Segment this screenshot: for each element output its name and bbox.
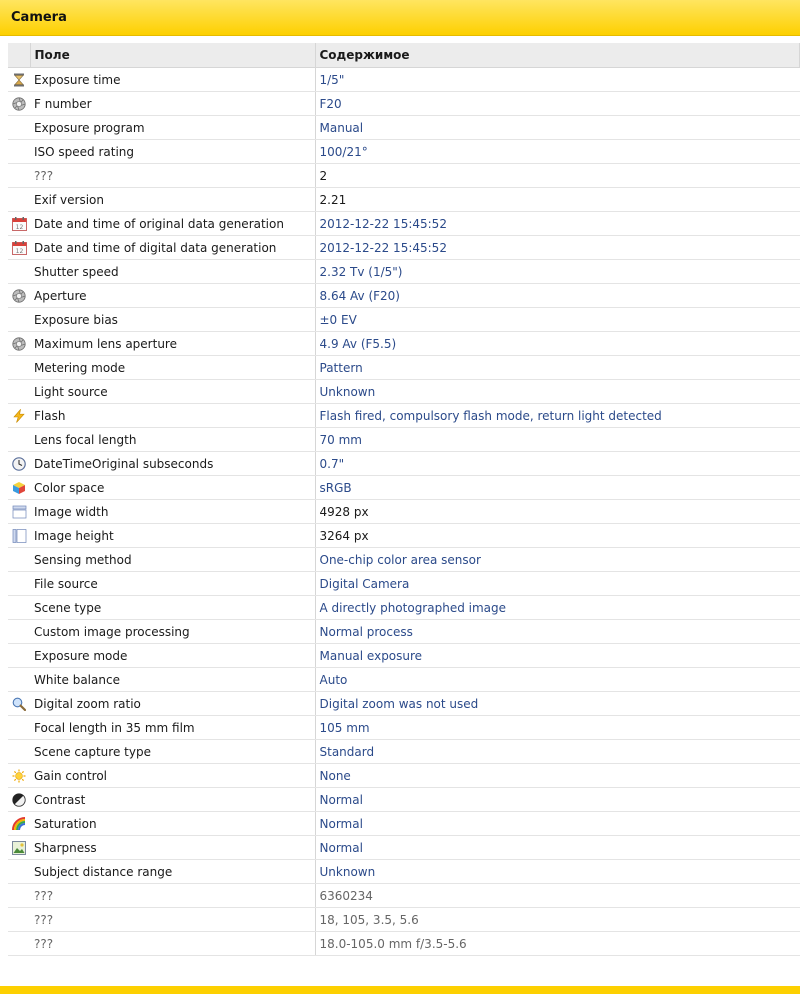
field-value: 105 mm — [315, 716, 800, 740]
field-name: Image height — [30, 524, 315, 548]
image-height-icon — [12, 529, 26, 543]
rainbow-icon — [12, 817, 26, 831]
field-name: File source — [30, 572, 315, 596]
field-value: Digital Camera — [315, 572, 800, 596]
field-name: ??? — [30, 164, 315, 188]
exif-table — [8, 43, 800, 956]
field-value: Flash fired, compulsory flash mode, return light detected — [315, 404, 800, 428]
field-value: Unknown — [315, 380, 800, 404]
svg-text:12: 12 — [15, 223, 24, 231]
field-name: Metering mode — [30, 356, 315, 380]
row-icon-cell — [8, 284, 30, 308]
exif-table-container — [0, 36, 800, 956]
row-icon-cell — [8, 668, 30, 692]
field-value: 2.21 — [315, 188, 800, 212]
table-header-row — [8, 43, 800, 68]
calendar-icon — [12, 241, 26, 255]
aperture-icon — [12, 337, 26, 351]
field-name: Custom image processing — [30, 620, 315, 644]
table-row[interactable] — [8, 380, 800, 404]
field-name: Sensing method — [30, 548, 315, 572]
table-row[interactable] — [8, 884, 800, 908]
row-icon-cell — [8, 836, 30, 860]
field-name: Gain control — [30, 764, 315, 788]
row-icon-cell — [8, 572, 30, 596]
field-name: Color space — [30, 476, 315, 500]
field-value: Standard — [315, 740, 800, 764]
field-name: Digital zoom ratio — [30, 692, 315, 716]
field-value: 18.0-105.0 mm f/3.5-5.6 — [315, 932, 800, 956]
field-name: Date and time of digital data generation — [30, 236, 315, 260]
table-row[interactable] — [8, 476, 800, 500]
field-name: DateTimeOriginal subseconds — [30, 452, 315, 476]
row-icon-cell — [8, 596, 30, 620]
field-value: Unknown — [315, 860, 800, 884]
field-value: Normal process — [315, 620, 800, 644]
table-row[interactable] — [8, 812, 800, 836]
field-name: Contrast — [30, 788, 315, 812]
field-value: 70 mm — [315, 428, 800, 452]
field-value: F20 — [315, 92, 800, 116]
field-name: Light source — [30, 380, 315, 404]
sun-icon — [12, 769, 26, 783]
row-icon-cell — [8, 116, 30, 140]
field-name: Exif version — [30, 188, 315, 212]
table-row[interactable] — [8, 668, 800, 692]
row-icon-cell — [8, 308, 30, 332]
row-icon-cell — [8, 164, 30, 188]
clock-icon — [12, 457, 26, 471]
row-icon-cell — [8, 356, 30, 380]
row-icon-cell — [8, 884, 30, 908]
table-row[interactable] — [8, 92, 800, 116]
field-value: None — [315, 764, 800, 788]
icon-column-header — [8, 43, 30, 68]
table-row[interactable] — [8, 452, 800, 476]
row-icon-cell — [8, 68, 30, 92]
row-icon-cell — [8, 140, 30, 164]
field-value: Digital zoom was not used — [315, 692, 800, 716]
row-icon-cell — [8, 908, 30, 932]
row-icon-cell — [8, 428, 30, 452]
row-icon-cell — [8, 332, 30, 356]
table-row[interactable] — [8, 644, 800, 668]
row-icon-cell — [8, 452, 30, 476]
zoom-icon — [12, 697, 26, 711]
table-row[interactable] — [8, 428, 800, 452]
row-icon-cell — [8, 524, 30, 548]
field-name: Scene capture type — [30, 740, 315, 764]
row-icon-cell — [8, 260, 30, 284]
row-icon-cell — [8, 548, 30, 572]
field-name: Aperture — [30, 284, 315, 308]
field-value: 18, 105, 3.5, 5.6 — [315, 908, 800, 932]
field-value: One-chip color area sensor — [315, 548, 800, 572]
section-title: Camera — [11, 10, 67, 25]
row-icon-cell — [8, 188, 30, 212]
sharpness-icon — [12, 841, 26, 855]
svg-text:12: 12 — [15, 247, 24, 255]
table-row[interactable] — [8, 236, 800, 260]
table-row[interactable] — [8, 788, 800, 812]
table-row[interactable] — [8, 596, 800, 620]
table-row[interactable] — [8, 116, 800, 140]
field-name: Subject distance range — [30, 860, 315, 884]
field-name: Exposure bias — [30, 308, 315, 332]
field-value: Manual — [315, 116, 800, 140]
hourglass-icon — [12, 73, 26, 87]
field-name: White balance — [30, 668, 315, 692]
row-icon-cell — [8, 212, 30, 236]
field-value: 8.64 Av (F20) — [315, 284, 800, 308]
field-name: Maximum lens aperture — [30, 332, 315, 356]
table-row[interactable] — [8, 284, 800, 308]
field-name: ISO speed rating — [30, 140, 315, 164]
field-name: Saturation — [30, 812, 315, 836]
field-value: 4.9 Av (F5.5) — [315, 332, 800, 356]
table-row[interactable] — [8, 548, 800, 572]
field-name: Focal length in 35 mm film — [30, 716, 315, 740]
table-row[interactable] — [8, 164, 800, 188]
field-value: ±0 EV — [315, 308, 800, 332]
field-value: 6360234 — [315, 884, 800, 908]
row-icon-cell — [8, 500, 30, 524]
table-row[interactable] — [8, 500, 800, 524]
table-row[interactable] — [8, 620, 800, 644]
row-icon-cell — [8, 644, 30, 668]
field-name: ??? — [30, 884, 315, 908]
field-name: Shutter speed — [30, 260, 315, 284]
table-row[interactable] — [8, 524, 800, 548]
table-row[interactable] — [8, 860, 800, 884]
table-row[interactable] — [8, 308, 800, 332]
field-column-header[interactable]: Поле — [30, 43, 315, 68]
value-column-header[interactable]: Содержимое — [315, 43, 800, 68]
row-icon-cell — [8, 740, 30, 764]
row-icon-cell — [8, 476, 30, 500]
color-cube-icon — [12, 481, 26, 495]
field-name: Lens focal length — [30, 428, 315, 452]
table-row[interactable] — [8, 140, 800, 164]
aperture-icon — [12, 289, 26, 303]
calendar-icon — [12, 217, 26, 231]
field-value: 0.7" — [315, 452, 800, 476]
field-name: Date and time of original data generation — [30, 212, 315, 236]
table-row[interactable] — [8, 692, 800, 716]
field-value: Manual exposure — [315, 644, 800, 668]
field-value: sRGB — [315, 476, 800, 500]
field-name: Image width — [30, 500, 315, 524]
field-value: 1/5" — [315, 68, 800, 92]
row-icon-cell — [8, 860, 30, 884]
table-row[interactable] — [8, 572, 800, 596]
field-value: 2012-12-22 15:45:52 — [315, 236, 800, 260]
field-value: 2 — [315, 164, 800, 188]
field-name: ??? — [30, 932, 315, 956]
field-name: Flash — [30, 404, 315, 428]
field-value: 2.32 Tv (1/5") — [315, 260, 800, 284]
field-name: Exposure mode — [30, 644, 315, 668]
row-icon-cell — [8, 788, 30, 812]
field-value: Normal — [315, 812, 800, 836]
field-value: Pattern — [315, 356, 800, 380]
field-name: Exposure program — [30, 116, 315, 140]
table-row[interactable] — [8, 908, 800, 932]
image-width-icon — [12, 505, 26, 519]
table-row[interactable] — [8, 932, 800, 956]
field-value: 2012-12-22 15:45:52 — [315, 212, 800, 236]
row-icon-cell — [8, 620, 30, 644]
row-icon-cell — [8, 812, 30, 836]
table-row[interactable] — [8, 260, 800, 284]
table-row[interactable] — [8, 716, 800, 740]
field-name: Sharpness — [30, 836, 315, 860]
field-name: Exposure time — [30, 68, 315, 92]
table-row[interactable] — [8, 188, 800, 212]
section-header[interactable] — [0, 0, 800, 36]
field-name: ??? — [30, 908, 315, 932]
row-icon-cell — [8, 92, 30, 116]
row-icon-cell — [8, 236, 30, 260]
row-icon-cell — [8, 764, 30, 788]
field-value: A directly photographed image — [315, 596, 800, 620]
footer-bar — [0, 986, 800, 994]
table-row[interactable] — [8, 332, 800, 356]
field-value: Auto — [315, 668, 800, 692]
field-value: 100/21° — [315, 140, 800, 164]
table-row[interactable] — [8, 740, 800, 764]
field-value: 3264 px — [315, 524, 800, 548]
row-icon-cell — [8, 716, 30, 740]
field-name: Scene type — [30, 596, 315, 620]
aperture-icon — [12, 97, 26, 111]
flash-icon — [12, 409, 26, 423]
table-row[interactable] — [8, 836, 800, 860]
table-row[interactable] — [8, 356, 800, 380]
table-row[interactable] — [8, 764, 800, 788]
row-icon-cell — [8, 404, 30, 428]
contrast-icon — [12, 793, 26, 807]
field-name: F number — [30, 92, 315, 116]
field-value: Normal — [315, 836, 800, 860]
row-icon-cell — [8, 380, 30, 404]
row-icon-cell — [8, 932, 30, 956]
table-row[interactable] — [8, 212, 800, 236]
table-row[interactable] — [8, 404, 800, 428]
field-value: Normal — [315, 788, 800, 812]
field-value: 4928 px — [315, 500, 800, 524]
row-icon-cell — [8, 692, 30, 716]
table-row[interactable] — [8, 68, 800, 92]
